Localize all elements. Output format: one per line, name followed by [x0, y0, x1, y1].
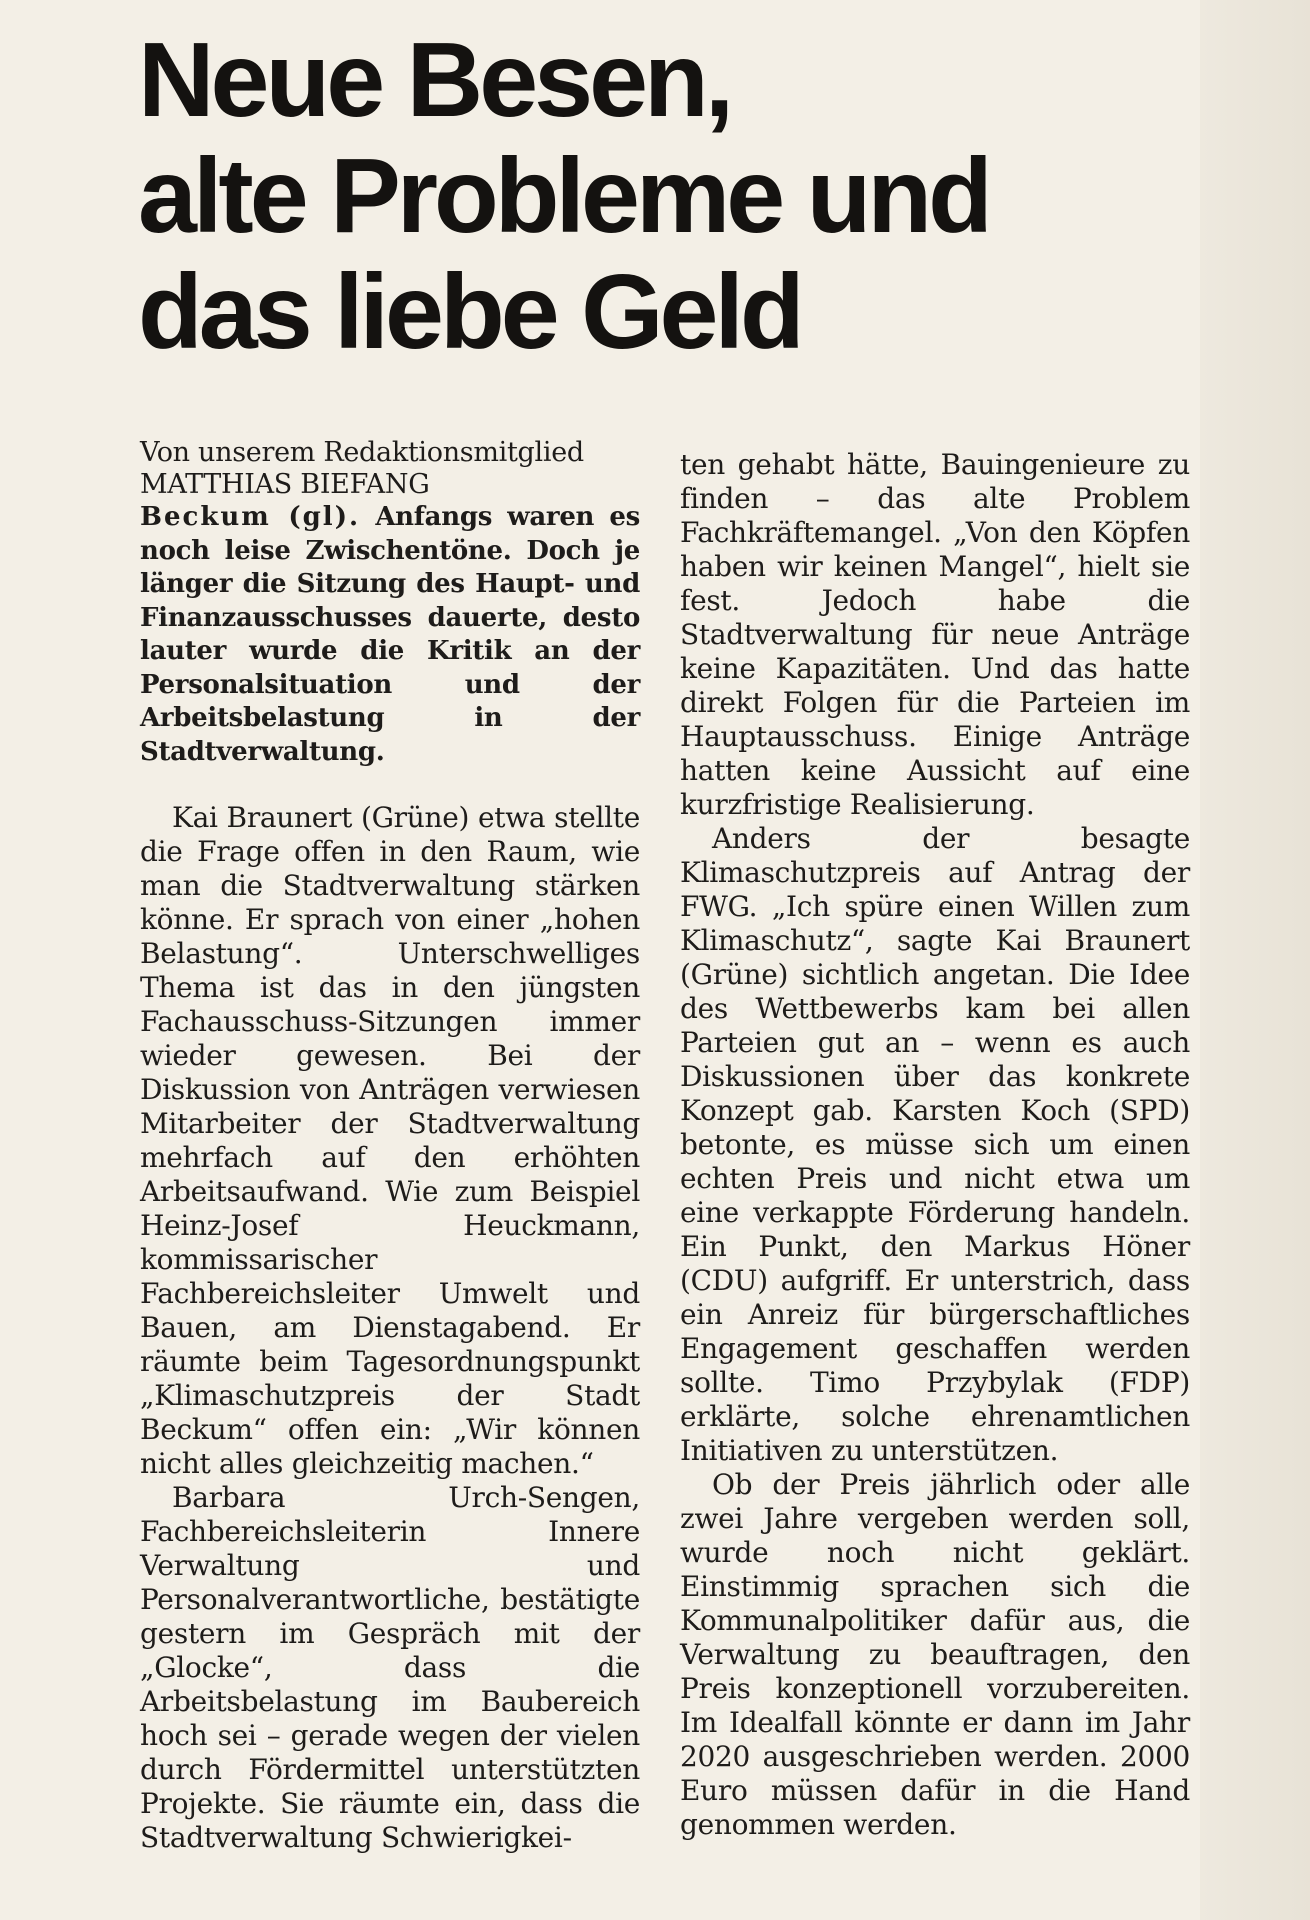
- byline: [140, 437, 640, 501]
- headline-line-3: das liebe Geld: [138, 253, 801, 371]
- body-paragraph: Kai Braunert (Grüne) etwa stellte die Frage offen in den Raum, wie man die Stadtverwaltung stärken könne. Er sprach von einer „hohen Belastung“. Unterschwelliges Thema ist das in den jüngsten Fachausschuss-Sitzungen immer wieder gewesen. Bei der Diskussion von Anträgen verwiesen Mitarbeiter der Stadtverwaltung mehrfach auf den erhöhten Arbeitsaufwand. Wie zum Beispiel Heinz-Josef Heuckmann, kommissarischer Fachbereichsleiter Umwelt und Bauen, am Dienstagabend. Er räumte beim Tagesordnungspunkt „Klimaschutzpreis der Stadt Beckum“ offen ein: „Wir können nicht alles gleichzeitig machen.“: [140, 801, 640, 1480]
- body-paragraph: Anders der besagte Klimaschutzpreis auf Antrag der FWG. „Ich spüre einen Willen zum Klimaschutz“, sagte Kai Braunert (Grüne) sichtlich angetan. Die Idee des Wettbewerbs kam bei allen Parteien gut an – wenn es auch Diskussionen über das konkrete Konzept gab. Karsten Koch (SPD) betonte, es müsse sich um einen echten Preis und nicht etwa um eine verkappte Förderung handeln. Ein Punkt, den Markus Höner (CDU) aufgriff. Er unterstrich, dass ein Anreiz für bürgerschaftliches Engagement geschaffen werden sollte. Timo Przybylak (FDP) erklärte, solche ehrenamtlichen Initiativen zu unterstützen.: [680, 822, 1190, 1467]
- column-left: [140, 437, 640, 1855]
- headline: [138, 22, 1218, 370]
- body-paragraph: Barbara Urch-Sengen, Fachbereichsleiterin Innere Verwaltung und Personalverantwortliche, bestätigte gestern im Gespräch mit der „Glocke“, dass die Arbeitsbelastung im Baubereich hoch sei – gerade wegen der vielen durch Fördermittel unterstützten Projekte. Sie räumte ein, dass die Stadtverwaltung Schwierigkei-: [140, 1481, 640, 1854]
- body-paragraph: Ob der Preis jährlich oder alle zwei Jahre vergeben werden soll, wurde noch nicht geklärt. Einstimmig sprachen sich die Kommunalpolitiker dafür aus, die Verwaltung zu beauftragen, den Preis konzeptionell vorzubereiten. Im Idealfall könnte er dann im Jahr 2020 ausgeschrieben werden. 2000 Euro müssen dafür in die Hand genommen werden.: [680, 1468, 1190, 1841]
- headline-line-1: Neue Besen,: [138, 21, 731, 139]
- dateline: Beckum (gl).: [140, 502, 361, 532]
- column-right: [680, 448, 1190, 1842]
- body-paragraph: ten gehabt hätte, Bauingenieure zu finden – das alte Problem Fachkräftemangel. „Von den Köpfen haben wir keinen Mangel“, hielt sie fest. Jedoch habe die Stadtverwaltung für neue Anträge keine Kapazitäten. Und das hatte direkt Folgen für die Parteien im Hauptausschuss. Einige Anträge hatten keine Aussicht auf eine kurzfristige Realisierung.: [680, 448, 1190, 821]
- byline-line-1: Von unserem Redaktionsmitglied: [140, 437, 584, 468]
- byline-author: MATTHIAS BIEFANG: [140, 469, 430, 500]
- headline-line-2: alte Probleme und: [138, 137, 989, 255]
- lead-text: Anfangs waren es noch leise Zwischentöne. Doch je länger die Sitzung des Haupt- und Finanzausschusses dauerte, desto lauter wurde die Kritik an der Personalsituation und der Arbeitsbelastung in der Stadtverwaltung.: [140, 502, 640, 767]
- lead-paragraph: [140, 501, 640, 769]
